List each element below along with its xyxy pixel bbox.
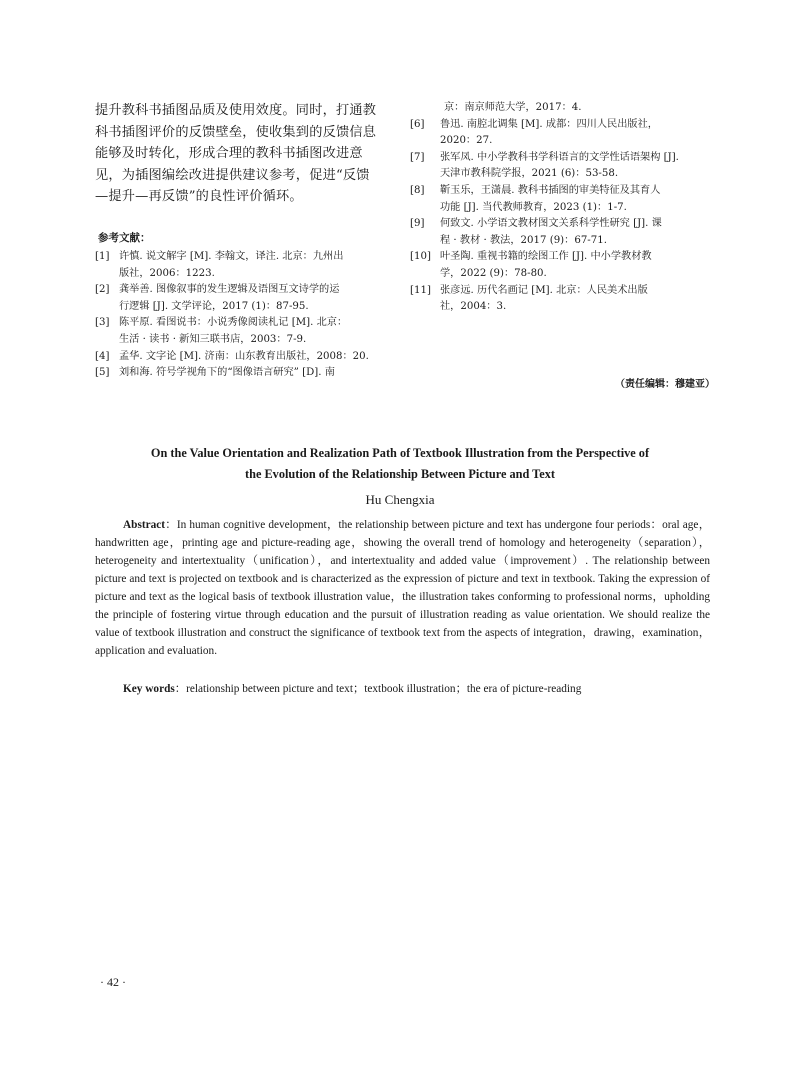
body-paragraph [95,100,400,208]
author-name: Hu Chengxia [365,492,435,507]
reference-number: [6] [410,118,425,130]
body-line: 提升教科书插图品质及使用效度。同时，打通教 [95,103,377,118]
title-line: the Evolution of the Relationship Between Picture and Text [245,467,555,481]
reference-item [410,150,710,183]
reference-number: [4] [95,350,110,362]
body-line: —提升—再反馈”的良性评价循环。 [95,189,303,205]
keywords-label: Key words [123,683,175,695]
reference-item [95,365,400,382]
reference-item [410,216,710,249]
reference-number: [3] [95,317,110,329]
reference-number: [1] [95,250,110,262]
reference-text: 何致文. 小学语文教材图文关系科学性研究 [J]. 课 程 · 教材 · 教法，2017 (9)：67-71. [440,218,662,246]
abstract-label: Abstract [123,519,166,531]
reference-text: 张彦远. 历代名画记 [M]. 北京：人民美术出版 社，2004：3. [440,284,648,313]
english-title [60,443,740,485]
reference-continuation: 京：南京师范大学，2017：4. [444,102,582,113]
reference-item [95,249,400,282]
reference-item [95,349,400,366]
reference-text: 孟华. 文字论 [M]. 济南：山东教育出版社，2008：20. [119,350,369,362]
reference-text: 龚举善. 图像叙事的发生逻辑及语图互文诗学的运 行逻辑 [J]. 文学评论，2017 (1)：87-95. [119,284,340,312]
reference-item [410,249,710,282]
reference-number: [7] [410,151,425,163]
editor-note: （责任编辑：穆建亚） [615,379,715,390]
keywords-paragraph [95,680,710,698]
right-column [410,100,710,316]
body-line: 科书插图评价的反馈壁垒，使收集到的反馈信息 [95,124,377,140]
page-number: · 42 · [100,975,126,989]
reference-number: [2] [95,284,110,296]
references-heading: 参考文献： [98,231,151,244]
reference-item [410,183,710,216]
reference-text: 陈平原. 看图说书：小说秀像阅读札记 [M]. 北京： 生活 · 读书 · 新知三联书店，2003：7-9. [119,317,348,345]
reference-item [410,117,710,150]
keywords-text: ：relationship between picture and text；textbook illustration；the era of picture-reading [174,683,582,695]
reference-number: [9] [410,218,425,230]
reference-number: [10] [410,251,431,263]
body-line: 能够及时转化，形成合理的教科书插图改进意 [95,146,363,162]
reference-item [410,283,710,316]
reference-text: 靳玉乐，王潇晨. 教科书插图的审美特征及其育人 功能 [J]. 当代教师教育，2023 (1)：1-7. [440,184,661,213]
reference-text: 刘和海. 符号学视角下的“图像语言研究” [D]. 南 [119,367,335,379]
left-column [95,100,400,382]
title-line: On the Value Orientation and Realization Path of Textbook Illustration from the Perspective of [150,446,650,460]
reference-text: 许慎. 说文解字 [M]. 李翰文，译注. 北京：九州出 版社，2006：1223. [119,250,344,279]
reference-number: [5] [95,367,110,379]
abstract-text: ：In human cognitive development，the relationship between picture and text has undergone four periods：oral age，handwritten age，printing age and picture-reading age，showing the overall trend of homology and heterogeneity（separation），heterogeneity and intertextuality（unification），and intertextuality and added value（improvement）. The relationship between picture and text is projected on textbook and is characterized as the expression of picture and text in textbook. Taking the expression of picture and text as the logical basis of textbook illustration value，the illustration takes conforming to professional norms，upholding the principle of fostering virtue through education and the pursuit of illustration reading as value orientation. We should realize the value of textbook illustration and construct the significance of textbook text from the aspects of integration，drawing，examination，application and evaluation. [95,519,710,657]
abstract-paragraph [95,516,710,660]
reference-number: [8] [410,184,425,196]
reference-text: 叶圣陶. 重视书籍的绘图工作 [J]. 中小学教材教 学，2022 (9)：78-80. [440,251,652,279]
reference-text: 张军凤. 中小学教科书学科语言的文学性话语架构 [J]. 天津市教科院学报，2021 (6)：53-58. [440,151,679,180]
reference-item [95,315,400,348]
reference-number: [11] [410,284,431,296]
reference-text: 鲁迅. 南腔北调集 [M]. 成都：四川人民出版社， 2020：27. [440,118,658,147]
body-line: 见，为插图编绘改进提供建议参考，促进“反馈 [95,167,370,183]
reference-item [95,282,400,315]
